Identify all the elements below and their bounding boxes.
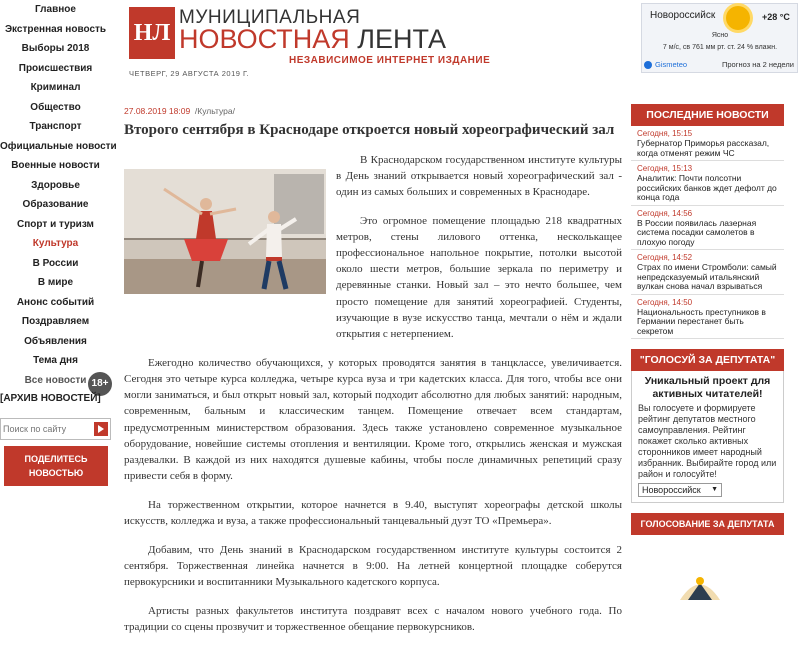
article-category-link[interactable]: /Культура/: [194, 106, 235, 116]
article: [124, 106, 622, 648]
news-date: Сегодня, 15:13: [637, 164, 693, 173]
article-paragraph-6: Артисты разных факультетов института поздравят всех с началом нового учебного года. По традиции со сцены прозвучит и торжественное обещание первокурсников.: [124, 604, 622, 634]
article-title: Второго сентября в Краснодаре откроется новый хореографический зал: [124, 122, 615, 138]
current-date: ЧЕТВЕРГ, 29 АВГУСТА 2019 Г.: [129, 69, 250, 78]
site-tagline: НЕЗАВИСИМОЕ ИНТЕРНЕТ ИЗДАНИЕ: [289, 55, 491, 66]
sidebar-item-health[interactable]: Здоровье: [31, 179, 80, 191]
sidebar-item-topic[interactable]: Тема дня: [33, 355, 78, 366]
sidebar-item-crime[interactable]: Криминал: [30, 82, 81, 93]
age-rating-badge: 18+: [88, 372, 112, 396]
sidebar-item-world[interactable]: В мире: [37, 277, 74, 288]
news-item[interactable]: [631, 206, 784, 251]
article-paragraph-1: В Краснодарском государственном институте культуры в День знаний открывается новый хореографический зал - один из самых больших и современных в Краснодаре.: [336, 153, 622, 198]
share-button-line2: НОВОСТЬЮ: [28, 468, 84, 478]
sidebar-item-russia[interactable]: В России: [32, 257, 79, 269]
sidebar-item-culture[interactable]: Культура: [32, 238, 79, 249]
article-paragraph-4: На торжественном открытии, которое начнется в 9.40, выступят хореографы детской школы искусств, колледжа и вуза, а также профессиональный танцевальный дуэт ТО «Премьера».: [124, 498, 622, 528]
news-date: Сегодня, 15:15: [637, 129, 693, 138]
search-box: [0, 418, 111, 440]
article-paragraph-2: Это огромное помещение площадью 218 квадратных метров, стены лилового оттенка, несколькащее профессиональное напольное покрытие, потолки высотой около шести метров, большие зеркала по периметру и деревянные станки. Новый зал – это нечто большее, чем просто помещение для занятий хореографией. Студенты, изучающие в вузе искусство танца, мечтали о нём и ждали открытия с нетерпением.: [336, 214, 622, 341]
sidebar-item-society[interactable]: Общество: [30, 101, 81, 113]
article-paragraph-5: Добавим, что День знаний в Краснодарском государственном институте культуры состоится 2 сентября. Торжественная линейка начнется в 9:00. На летней концертной площадке соберутся первокурсники и воспитанники Музыкального кадетского корпуса.: [124, 543, 622, 589]
sidebar-item-breaking[interactable]: Экстренная новость: [4, 23, 107, 35]
article-photo[interactable]: [124, 169, 326, 294]
sidebar-item-all-news[interactable]: Все новости: [24, 374, 87, 386]
logo-mark[interactable]: НЛ: [129, 7, 175, 59]
news-title[interactable]: Национальность преступников в Германии перестанет быть секретом: [637, 306, 766, 336]
dancers-photo: [124, 169, 326, 294]
weather-temperature: +28 °C: [762, 12, 790, 22]
search-input[interactable]: [1, 419, 91, 439]
logo-line-news: [179, 24, 446, 55]
news-title[interactable]: Страх по имени Стромболи: самый непредсказуемый итальянский вулкан снова начал взрываться: [637, 262, 777, 291]
news-title[interactable]: Аналитик: Почти полсотни российских банков ждет дефолт до конца года: [637, 173, 777, 202]
article-datetime: 27.08.2019 18:09: [124, 106, 191, 116]
city-select-value: Новороссийск: [642, 485, 701, 495]
vote-title: Уникальный проект для активных читателей!: [644, 375, 771, 400]
news-item[interactable]: [631, 161, 784, 206]
vote-box: [631, 371, 784, 503]
gismeteo-icon: [644, 61, 652, 69]
article-meta: [124, 106, 622, 118]
article-paragraph-3: Ежегодно количество обучающихся, у которых проводятся занятия в танцклассе, увеличивается. Сегодня это четыре курса колледжа, четыре курса вуза и три кадетских класса. Для того, чтобы все они могли заниматься, и был открыт новый зал, который подходит абсолютно для любых занятий: народным, современным, бальным и классическим танцем. Помещение отвечает всем стандартам, предусмотренным министерством образования. Здесь также установлено современное музыкальное оборудование, новейшие системы отопления и вентиляции. Кроме того, открылись женская и мужская раздевалки. В каждой из них находятся душевые кабины, чтобы после динамичных репетиций сразу привести себя в форму.: [124, 356, 622, 483]
news-date: Сегодня, 14:52: [637, 253, 693, 262]
site-header: [111, 0, 641, 100]
sidebar-item-events[interactable]: Анонс событий: [16, 296, 95, 308]
sidebar-item-elections[interactable]: Выборы 2018: [21, 43, 90, 54]
sidebar-item-main[interactable]: Главное: [35, 4, 76, 15]
city-select[interactable]: [638, 483, 722, 497]
weather-condition: Ясно: [711, 32, 729, 39]
share-news-button[interactable]: [4, 446, 108, 486]
search-submit-icon[interactable]: [94, 422, 108, 436]
logo-line-municipal: МУНИЦИПАЛЬНАЯ: [179, 7, 361, 28]
sidebar-item-education[interactable]: Образование: [22, 199, 89, 210]
latest-news-heading: ПОСЛЕДНИЕ НОВОСТИ: [631, 104, 784, 126]
sidebar-item-ads[interactable]: Объявления: [24, 335, 87, 347]
news-item[interactable]: [631, 295, 784, 340]
share-button-line1: ПОДЕЛИТЕСЬ: [24, 454, 88, 464]
right-column: [631, 104, 784, 535]
news-item[interactable]: [631, 126, 784, 161]
weather-forecast-link[interactable]: Прогноз на 2 недели: [722, 60, 794, 69]
vote-heading: "ГОЛОСУЙ ЗА ДЕПУТАТА": [631, 349, 784, 371]
vote-for-deputy-button[interactable]: ГОЛОСОВАНИЕ ЗА ДЕПУТАТА: [631, 513, 784, 535]
sidebar-item-congrats[interactable]: Поздравляем: [21, 316, 90, 327]
logo-word-feed: ЛЕНТА: [349, 24, 447, 54]
chevron-down-icon: ▼: [711, 486, 718, 493]
promo-image[interactable]: [670, 571, 730, 600]
news-date: Сегодня, 14:50: [637, 297, 693, 307]
sidebar-item-military[interactable]: Военные новости: [11, 160, 100, 171]
sidebar-item-sport[interactable]: Спорт и туризм: [17, 218, 94, 230]
vote-description: Вы голосуете и формируете рейтинг депутатов местного самоуправления. Рейтинг покажет сколько активных сторонников имеет народный избранник. Выбирайте город или район и голосуйте!: [638, 403, 777, 479]
sidebar-item-official[interactable]: Официальные новости: [0, 140, 117, 152]
news-item[interactable]: [631, 250, 784, 295]
weather-brand-link[interactable]: Gismeteo: [655, 60, 688, 69]
news-date: Сегодня, 14:56: [637, 208, 693, 218]
sidebar-item-transport[interactable]: Транспорт: [29, 121, 82, 132]
news-archive-link[interactable]: [АРХИВ НОВОСТЕЙ]: [0, 393, 101, 404]
sun-icon: [726, 6, 750, 30]
news-title[interactable]: В России появилась лазерная система посадки самолетов в плохую погоду: [637, 217, 757, 247]
weather-details: 7 м/с, св 761 мм рт. ст. 24 % влажн.: [662, 44, 778, 51]
logo-word-news: НОВОСТНАЯ: [179, 24, 350, 54]
weather-city[interactable]: Новороссийск: [650, 10, 716, 21]
news-title[interactable]: Губернатор Приморья рассказал, когда отменят режим ЧС: [637, 138, 770, 158]
sidebar-item-incidents[interactable]: Происшествия: [18, 62, 93, 74]
sidebar-nav: [0, 0, 117, 600]
weather-widget: [641, 3, 798, 73]
